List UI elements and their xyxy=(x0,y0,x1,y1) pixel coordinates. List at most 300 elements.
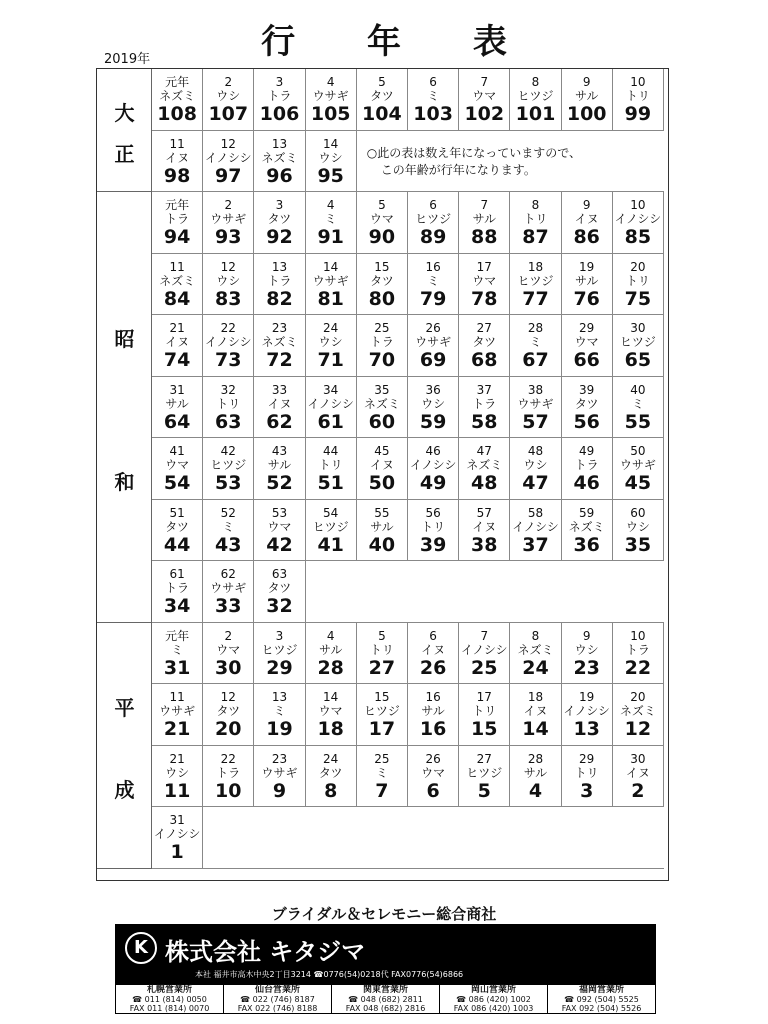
year-cell xyxy=(152,807,203,869)
era-year: 35 xyxy=(374,382,390,397)
zodiac-sign: タツ xyxy=(574,396,599,411)
zodiac-sign: トラ xyxy=(574,458,599,472)
age-number: 17 xyxy=(368,718,396,740)
year-cell xyxy=(357,623,408,685)
age-number: 54 xyxy=(163,472,191,494)
zodiac-sign: ウマ xyxy=(216,642,241,657)
zodiac-sign: イヌ xyxy=(625,765,650,780)
year-cell xyxy=(408,69,459,131)
age-number: 66 xyxy=(573,349,600,371)
era-year: 62 xyxy=(220,567,236,581)
era-year: 10 xyxy=(630,628,646,643)
year-cell xyxy=(152,684,203,746)
tagline: ブライダル＆セレモニー総合商社 xyxy=(271,905,497,923)
office-name: 札幌営業所 xyxy=(146,985,192,995)
zodiac-sign: ウマ xyxy=(267,519,292,534)
age-number: 65 xyxy=(624,349,652,371)
year-cell xyxy=(408,623,459,685)
era-year: 8 xyxy=(531,198,540,212)
age-number: 75 xyxy=(624,287,652,310)
year-cell xyxy=(203,315,254,377)
year-cell xyxy=(510,69,561,131)
age-number: 57 xyxy=(522,410,549,433)
year-cell xyxy=(203,438,254,500)
era-year: 36 xyxy=(425,382,441,397)
zodiac-sign: ウシ xyxy=(216,273,241,288)
zodiac-sign: ウマ xyxy=(165,458,190,472)
year-cell xyxy=(306,684,357,746)
year-cell xyxy=(357,377,408,439)
year-cell xyxy=(203,623,254,685)
era-year: 37 xyxy=(476,382,492,397)
age-number: 94 xyxy=(163,226,191,248)
age-number: 79 xyxy=(419,287,447,310)
year-cell xyxy=(152,623,203,685)
era-year: 31 xyxy=(169,813,185,827)
era-year: 12 xyxy=(220,690,236,704)
year-cell xyxy=(408,315,459,377)
zodiac-sign: ミ xyxy=(273,704,286,718)
zodiac-sign: サル xyxy=(370,519,394,534)
era-year: 5 xyxy=(378,628,386,643)
age-number: 47 xyxy=(522,472,549,494)
era-year: 11 xyxy=(169,690,185,704)
age-number: 107 xyxy=(208,103,249,125)
office-name: 関東営業所 xyxy=(362,985,408,995)
age-number: 13 xyxy=(573,718,600,740)
note-text: ○此の表は数え年になっていますので、 xyxy=(366,145,582,160)
age-number: 21 xyxy=(163,718,191,740)
age-number: 60 xyxy=(368,410,396,433)
age-number: 11 xyxy=(163,779,191,802)
year-cell xyxy=(510,746,561,808)
age-number: 77 xyxy=(522,287,549,310)
zodiac-sign: ウマ xyxy=(574,335,599,349)
zodiac-sign: イノシシ xyxy=(205,150,252,165)
office-item xyxy=(224,985,332,1013)
year-cell xyxy=(408,684,459,746)
zodiac-sign: トラ xyxy=(625,642,650,657)
age-number: 101 xyxy=(515,103,556,125)
year-cell xyxy=(408,192,459,254)
era-year: 54 xyxy=(323,505,339,520)
age-number: 44 xyxy=(163,533,191,556)
era-year: 14 xyxy=(323,259,339,274)
year-cell xyxy=(510,684,561,746)
office-tel: ☎ 011 (814) 0050 xyxy=(132,995,207,1004)
age-number: 62 xyxy=(266,410,293,433)
zodiac-sign: ウマ xyxy=(369,212,394,226)
era-year: 61 xyxy=(169,567,185,581)
zodiac-sign: イノシシ xyxy=(614,212,662,226)
era-year: 25 xyxy=(374,751,390,766)
age-number: 10 xyxy=(215,779,242,802)
age-number: 92 xyxy=(266,226,293,248)
age-number: 36 xyxy=(573,533,600,556)
year-cell xyxy=(408,746,459,808)
year-cell xyxy=(306,131,357,193)
zodiac-sign: ウシ xyxy=(165,765,190,780)
age-number: 61 xyxy=(317,410,344,433)
era-year: 38 xyxy=(527,382,544,397)
age-number: 82 xyxy=(266,287,293,310)
zodiac-sign: ミ xyxy=(171,642,184,657)
age-number: 96 xyxy=(266,164,293,187)
office-tel: ☎ 086 (420) 1002 xyxy=(456,995,531,1004)
company-logo-icon: K xyxy=(125,932,157,964)
year-cell xyxy=(510,254,561,316)
office-item xyxy=(116,985,224,1013)
year-cell xyxy=(613,377,664,439)
era-year: 21 xyxy=(169,751,185,766)
era-year: 26 xyxy=(425,321,441,335)
age-number: 37 xyxy=(522,533,549,556)
office-fax: FAX 011 (814) 0070 xyxy=(129,1004,210,1013)
era-year: 13 xyxy=(271,259,288,274)
era-year: 28 xyxy=(527,321,544,335)
era-year: 60 xyxy=(630,505,646,520)
year-cell xyxy=(357,438,408,500)
zodiac-sign: ウシ xyxy=(421,396,446,411)
era-year: 42 xyxy=(220,444,236,458)
zodiac-sign: ウサギ xyxy=(415,335,452,349)
era-year: 39 xyxy=(579,382,595,397)
zodiac-sign: イノシシ xyxy=(461,642,508,657)
era-year: 47 xyxy=(476,444,492,458)
zodiac-sign: ウサギ xyxy=(261,765,298,780)
zodiac-sign: イノシシ xyxy=(153,827,201,841)
era-year: 13 xyxy=(271,136,288,151)
age-number: 49 xyxy=(419,472,447,494)
era-year: 3 xyxy=(275,198,284,212)
zodiac-sign: サル xyxy=(165,396,189,411)
age-number: 58 xyxy=(471,410,498,433)
age-number: 39 xyxy=(419,533,447,556)
age-number: 56 xyxy=(573,410,600,433)
year-cell xyxy=(613,500,664,562)
age-number: 78 xyxy=(471,287,498,310)
era-year: 56 xyxy=(425,505,441,520)
era-year: 26 xyxy=(425,751,441,766)
age-number: 40 xyxy=(368,533,396,556)
year-cell xyxy=(357,684,408,746)
era-year: 31 xyxy=(169,382,185,397)
year-cell xyxy=(459,438,510,500)
age-number: 43 xyxy=(215,533,242,556)
era-year: 10 xyxy=(630,75,646,89)
year-cell xyxy=(459,315,510,377)
year-cell xyxy=(203,500,254,562)
year-cell xyxy=(510,438,561,500)
year-cell xyxy=(459,254,510,316)
era-year: 46 xyxy=(425,444,441,458)
era-year: 14 xyxy=(323,690,339,704)
year-cell xyxy=(459,746,510,808)
era-year: 4 xyxy=(326,628,335,643)
era-year: 9 xyxy=(582,75,591,89)
year-cell xyxy=(562,623,613,685)
year-cell xyxy=(459,500,510,562)
office-name: 岡山営業所 xyxy=(470,985,516,995)
era-year: 9 xyxy=(582,198,591,212)
age-number: 48 xyxy=(471,472,498,494)
year-cell xyxy=(152,69,203,131)
era-year: 16 xyxy=(425,259,441,274)
age-number: 22 xyxy=(624,656,652,679)
age-number: 84 xyxy=(163,287,191,310)
era-year: 17 xyxy=(476,259,492,274)
era-year: 18 xyxy=(527,690,544,704)
year-cell xyxy=(203,561,254,623)
era-year: 2 xyxy=(224,75,233,89)
zodiac-sign: トラ xyxy=(472,396,497,411)
year-cell xyxy=(408,254,459,316)
year-cell xyxy=(306,746,357,808)
year-cell xyxy=(306,192,357,254)
age-number: 38 xyxy=(471,533,498,556)
age-number: 23 xyxy=(573,656,600,679)
zodiac-sign: ネズミ xyxy=(261,335,298,349)
year-cell xyxy=(562,684,613,746)
zodiac-sign: イヌ xyxy=(574,212,599,226)
era-year: 30 xyxy=(630,751,646,766)
era-year: 45 xyxy=(374,444,390,458)
age-number: 68 xyxy=(471,349,498,371)
era-name-char: 正 xyxy=(114,142,135,166)
zodiac-sign: トラ xyxy=(369,335,394,349)
year-cell xyxy=(254,131,305,193)
zodiac-sign: ミ xyxy=(427,89,440,103)
zodiac-sign: ネズミ xyxy=(466,458,503,472)
year-cell xyxy=(306,623,357,685)
year-cell xyxy=(408,500,459,562)
era-year: 49 xyxy=(579,444,595,458)
age-number: 52 xyxy=(266,472,293,494)
year-cell xyxy=(152,746,203,808)
age-number: 105 xyxy=(310,103,351,125)
era-year: 7 xyxy=(480,198,489,212)
age-number: 80 xyxy=(368,287,396,310)
age-table xyxy=(96,68,669,881)
year-cell xyxy=(152,377,203,439)
age-number: 4 xyxy=(528,779,543,802)
zodiac-sign: トリ xyxy=(472,704,497,718)
era-name-char: 成 xyxy=(114,777,135,802)
year-cell xyxy=(203,69,254,131)
year-cell xyxy=(254,315,305,377)
zodiac-sign: ヒツジ xyxy=(619,335,656,349)
zodiac-sign: ウシ xyxy=(318,150,343,165)
zodiac-sign: トラ xyxy=(267,89,292,103)
company-address: 本社 福井市高木中央2丁目3214 ☎0776(54)0218代 FAX0776(54)6866 xyxy=(195,970,464,979)
year-cell xyxy=(510,500,561,562)
zodiac-sign: イヌ xyxy=(472,519,497,534)
age-number: 73 xyxy=(215,349,242,371)
era-year: 30 xyxy=(630,321,646,335)
year-cell xyxy=(152,192,203,254)
zodiac-sign: ミ xyxy=(324,212,337,226)
zodiac-sign: タツ xyxy=(216,704,241,718)
era-year: 44 xyxy=(323,444,339,458)
era-year: 14 xyxy=(323,136,339,151)
year-cell xyxy=(562,746,613,808)
era-year: 元年 xyxy=(165,198,190,212)
year-cell xyxy=(203,377,254,439)
zodiac-sign: タツ xyxy=(267,581,292,595)
year-label: 2019年 xyxy=(104,52,151,67)
year-cell xyxy=(254,438,305,500)
year-cell xyxy=(306,69,357,131)
age-number: 5 xyxy=(477,779,491,802)
age-number: 88 xyxy=(471,226,498,248)
era-year: 13 xyxy=(271,690,288,704)
zodiac-sign: トリ xyxy=(625,89,650,103)
year-cell xyxy=(306,254,357,316)
office-name: 福岡営業所 xyxy=(578,985,624,995)
zodiac-sign: ウサギ xyxy=(159,704,196,718)
era-year: 23 xyxy=(271,321,288,335)
era-year: 63 xyxy=(271,567,288,581)
era-year: 20 xyxy=(630,690,646,704)
age-number: 1 xyxy=(170,841,184,863)
year-cell xyxy=(562,192,613,254)
age-number: 55 xyxy=(624,410,652,433)
zodiac-sign: トリ xyxy=(318,458,343,472)
year-cell xyxy=(357,69,408,131)
era-year: 元年 xyxy=(165,75,190,89)
era-year: 19 xyxy=(579,259,595,274)
zodiac-sign: ネズミ xyxy=(159,89,196,103)
age-number: 16 xyxy=(419,718,447,740)
year-cell xyxy=(562,500,613,562)
era-year: 34 xyxy=(323,382,339,397)
age-number: 64 xyxy=(163,410,191,433)
age-number: 14 xyxy=(522,718,549,740)
age-number: 51 xyxy=(317,472,344,494)
year-cell xyxy=(408,438,459,500)
zodiac-sign: ネズミ xyxy=(159,273,196,288)
year-cell xyxy=(254,500,305,562)
age-number: 87 xyxy=(522,226,549,248)
age-number: 32 xyxy=(266,595,293,617)
zodiac-sign: ウシ xyxy=(523,458,548,472)
office-fax: FAX 022 (746) 8188 xyxy=(237,1004,318,1013)
zodiac-sign: ウマ xyxy=(421,765,446,780)
age-number: 71 xyxy=(317,349,344,371)
era-year: 3 xyxy=(275,628,284,643)
era-year: 3 xyxy=(275,75,284,89)
age-number: 83 xyxy=(215,287,242,310)
zodiac-sign: イノシシ xyxy=(409,458,457,472)
zodiac-sign: ウサギ xyxy=(210,581,247,595)
zodiac-sign: ヒツジ xyxy=(210,458,247,472)
zodiac-sign: ネズミ xyxy=(363,396,400,411)
era-year: 41 xyxy=(169,444,185,458)
year-cell xyxy=(510,377,561,439)
zodiac-sign: ウサギ xyxy=(210,212,247,226)
age-number: 104 xyxy=(362,103,402,125)
era-year: 40 xyxy=(630,382,646,397)
era-name-char: 和 xyxy=(114,470,135,494)
era-year: 29 xyxy=(579,751,595,766)
age-number: 103 xyxy=(413,103,453,125)
age-number: 91 xyxy=(317,226,344,248)
era-year: 25 xyxy=(374,321,390,335)
year-cell xyxy=(510,192,561,254)
era-year: 22 xyxy=(220,321,236,335)
age-number: 29 xyxy=(266,656,293,679)
era-year: 8 xyxy=(531,628,540,643)
year-cell xyxy=(613,254,664,316)
office-tel: ☎ 092 (504) 5525 xyxy=(564,995,639,1004)
era-year: 6 xyxy=(429,198,437,212)
zodiac-sign: イノシシ xyxy=(563,704,610,718)
age-number: 42 xyxy=(266,533,293,556)
zodiac-sign: サル xyxy=(267,458,292,472)
era-year: 27 xyxy=(476,321,492,335)
era-year: 9 xyxy=(582,628,591,643)
age-number: 41 xyxy=(317,533,344,556)
year-cell xyxy=(203,684,254,746)
zodiac-sign: サル xyxy=(574,89,599,103)
year-cell xyxy=(254,192,305,254)
age-number: 33 xyxy=(215,595,242,617)
era-year: 59 xyxy=(579,505,595,520)
era-year: 12 xyxy=(220,136,236,151)
zodiac-sign: ヒツジ xyxy=(517,89,554,103)
age-number: 25 xyxy=(471,656,498,679)
zodiac-sign: ヒツジ xyxy=(312,519,349,534)
office-item xyxy=(548,985,655,1013)
age-number: 28 xyxy=(317,656,344,679)
year-cell xyxy=(613,438,664,500)
era-year: 5 xyxy=(378,75,386,89)
era-year: 22 xyxy=(220,751,236,766)
year-cell xyxy=(613,69,664,131)
era-year: 24 xyxy=(323,321,339,335)
zodiac-sign: イヌ xyxy=(369,458,394,472)
era-year: 16 xyxy=(425,690,441,704)
age-number: 108 xyxy=(157,103,197,125)
zodiac-sign: ネズミ xyxy=(568,519,605,534)
zodiac-sign: タツ xyxy=(318,765,343,780)
age-number: 98 xyxy=(163,164,191,187)
zodiac-sign: トリ xyxy=(574,765,599,780)
zodiac-sign: ウシ xyxy=(574,642,599,657)
era-year: 19 xyxy=(579,690,595,704)
year-cell xyxy=(152,315,203,377)
empty-cell xyxy=(306,561,664,623)
era-year: 10 xyxy=(630,198,646,212)
zodiac-sign: ヒツジ xyxy=(363,704,400,718)
era-year: 8 xyxy=(531,75,540,89)
year-cell xyxy=(203,131,254,193)
year-cell xyxy=(562,315,613,377)
zodiac-sign: タツ xyxy=(267,212,292,226)
age-number: 24 xyxy=(522,656,549,679)
era-year: 2 xyxy=(224,198,233,212)
zodiac-sign: トリ xyxy=(625,273,650,288)
era-year: 4 xyxy=(326,198,335,212)
year-cell xyxy=(459,377,510,439)
zodiac-sign: タツ xyxy=(472,335,497,349)
year-cell xyxy=(562,254,613,316)
age-number: 59 xyxy=(419,410,447,433)
era-year: 32 xyxy=(220,382,236,397)
era-year: 15 xyxy=(374,690,390,704)
zodiac-sign: ミ xyxy=(427,273,440,288)
era-year: 58 xyxy=(527,505,544,520)
